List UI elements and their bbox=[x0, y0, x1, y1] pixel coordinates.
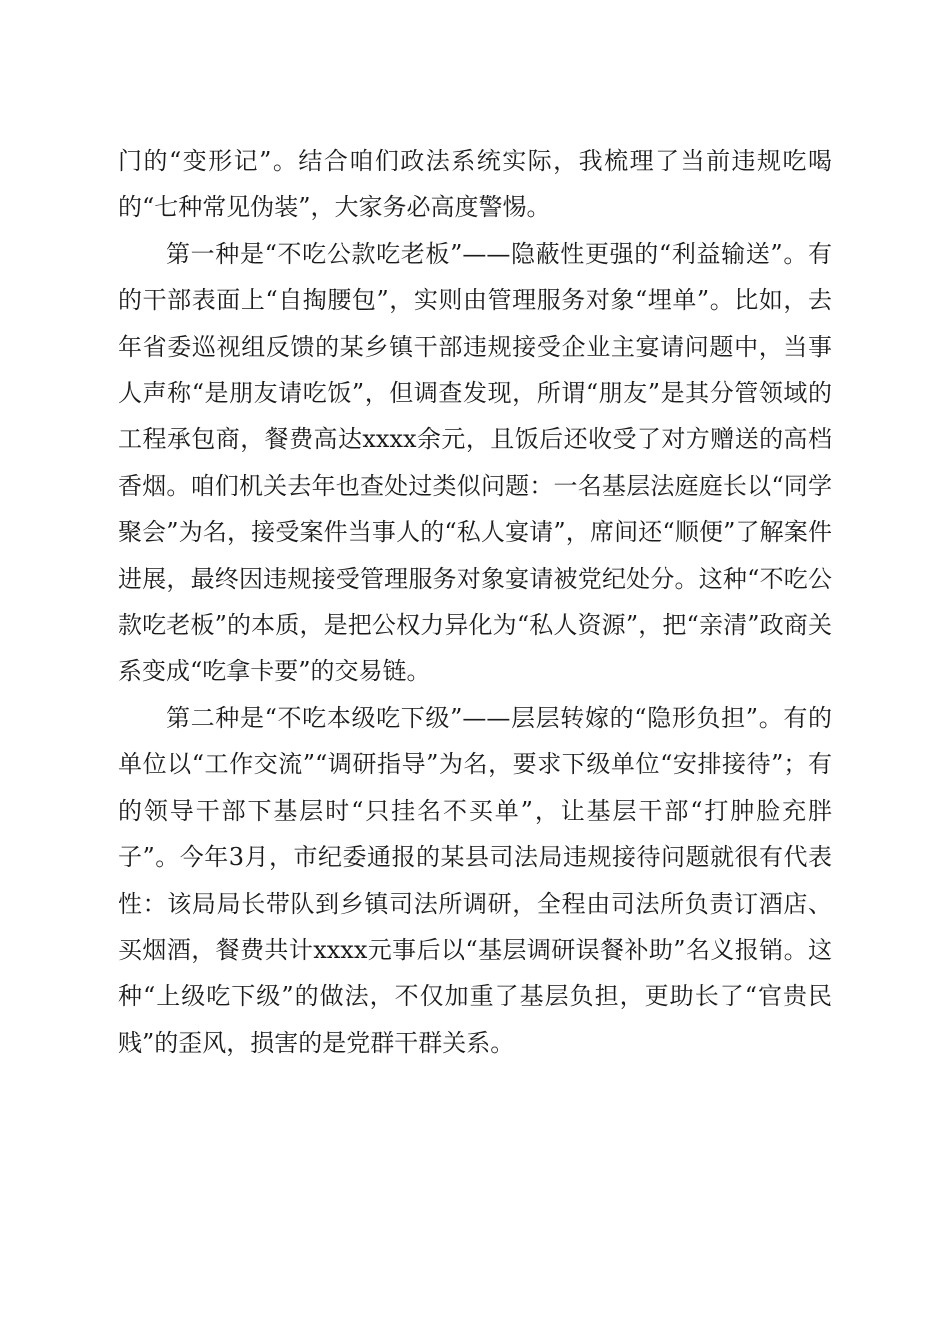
paragraph-intro-continuation: 门的“变形记”。结合咱们政法系统实际，我梳理了当前违规吃喝的“七种常见伪装”，大家务必高度警惕。 bbox=[118, 147, 832, 222]
paragraph-first-disguise: 第一种是“不吃公款吃老板”——隐蔽性更强的“利益输送”。有的干部表面上“自掏腰包”，实则由管理服务对象“埋单”。比如，去年省委巡视组反馈的某乡镇干部违规接受企业主宴请问题中，当事人声称“是朋友请吃饭”，但调查发现，所谓“朋友”是其分管领域的工程承包商，餐费高达xxxx余元，且饭后还收受了对方赠送的高档香烟。咱们机关去年也查处过类似问题：一名基层法庭庭长以“同学聚会”为名，接受案件当事人的“私人宴请”，席间还“顺便”了解案件进展，最终因违规接受管理服务对象宴请被党纪处分。这种“不吃公款吃老板”的本质，是把公权力异化为“私人资源”，把“亲清”政商关系变成“吃拿卡要”的交易链。 bbox=[118, 239, 832, 686]
document-body bbox=[118, 138, 832, 1066]
paragraph-second-disguise: 第二种是“不吃本级吃下级”——层层转嫁的“隐形负担”。有的单位以“工作交流”“调研指导”为名，要求下级单位“安排接待”；有的领导干部下基层时“只挂名不买单”，让基层干部“打肿脸充胖子”。今年3月，市纪委通报的某县司法局违规接待问题就很有代表性：该局局长带队到乡镇司法所调研，全程由司法所负责订酒店、买烟酒，餐费共计xxxx元事后以“基层调研误餐补助”名义报销。这种“上级吃下级”的做法，不仅加重了基层负担，更助长了“官贵民贱”的歪风，损害的是党群干群关系。 bbox=[118, 703, 832, 1057]
